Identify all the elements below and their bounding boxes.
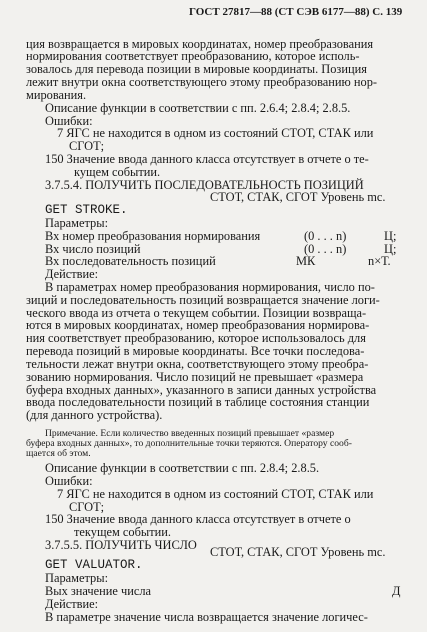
errors-title: Ошибки: [45,113,93,128]
body-line: ввода последовательности позиций в таблице состояния станции [26,395,370,410]
body-line: зованию нормирования. Число позиций не превышает «размера [26,369,364,384]
action-title: Действие: [45,596,99,611]
param-range: (0 . . . n) [304,241,347,256]
function-description: Описание функции в соответствии с пп. 2.8.4; 2.8.5. [45,461,320,476]
errors-title: Ошибки: [45,474,93,488]
body-line: ция возвращается в мировых координатах, номер преобразования [26,36,374,51]
function-call: GET STROKE. [45,203,128,218]
body-line: В параметре значение числа возвращается значение логичес- [45,609,368,624]
body-line: лежит внутри окна соответствующего этому преобразованию нор- [26,75,378,89]
error-item: 7 ЯГС не находится в одном из состояний СТОТ, СТАК или [57,486,374,501]
params-title: Параметры: [45,215,109,230]
body-line: зовалось для перевода позиции в мировые координаты. Позиция [26,62,367,77]
page-header: ГОСТ 27817—88 (СТ СЭВ 6177—88) С. 139 [189,5,403,18]
function-description: Описание функции в соответствии с пп. 2.6.4; 2.8.4; 2.8.5. [45,100,351,115]
param-type: n×Т. [368,254,391,269]
body-line: В параметрах номер преобразования нормирования, число по- [45,280,375,294]
param-label: Вх последовательность позиций [45,254,216,269]
note-line: буфера входных данных», то дополнительные точки теряются. Оператору сооб- [26,438,352,450]
error-item-cont: СГОТ; [69,139,105,154]
param-range: (0 . . . n) [304,228,347,243]
param-type: Д [392,583,401,598]
section-title: 3.7.5.5. ПОЛУЧИТЬ ЧИСЛО [45,538,197,552]
section-states: СТОТ, СТАК, СГОТ Уровень mc. [210,190,386,205]
body-line: тельности лежат внутри окна, соответствующего этому преобра- [26,356,369,371]
param-label: Вх номер преобразования нормирования [45,228,261,243]
body-line: мирования. [26,87,87,102]
body-line: зиций и последовательность позиций возвращается значение логи- [26,292,380,307]
param-label: Вх число позиций [45,241,141,256]
body-line: перевода позиций в мировые координаты. Все точки последова- [26,344,365,358]
error-item-cont: кущем событии. [74,164,161,179]
error-item: 150 Значение ввода данного класса отсутствует в отчете о [45,512,351,527]
section-title: 3.7.5.4. ПОЛУЧИТЬ ПОСЛЕДОВАТЕЛЬНОСТЬ ПОЗИЦИЙ [45,177,364,192]
error-item-cont: СГОТ; [69,499,105,514]
body-line: буфера входных данных», указанного в записи данных устройства [26,382,377,397]
body-line: ния соответствует преобразованию, которое использовалось для [26,331,366,346]
param-type: Ц; [384,241,397,256]
error-item: 150 Значение ввода данного класса отсутствует в отчете о те- [45,151,369,166]
param-label: Вых значение числа [45,583,152,598]
note-line: щается об этом. [26,448,91,460]
param-type: Ц; [384,228,397,243]
body-line: ются в мировых координатах, номер преобразования нормирова- [26,318,370,333]
params-title: Параметры: [45,571,109,586]
param-range: МК [296,254,316,269]
body-line: нормирования соответствует преобразованию, которое исполь- [26,49,360,64]
note-line: Примечание. Если количество введенных позиций превышает «размер [45,428,335,440]
error-item-cont: текущем событии. [74,525,172,540]
section-states: СТОТ, СТАК, СГОТ Уровень mc. [210,545,386,560]
body-line: ческого ввода из отчета о текущем событии. Позиции возвраща- [26,305,367,320]
error-item: 7 ЯГС не находится в одном из состояний СТОТ, СТАК или [57,126,374,141]
action-title: Действие: [45,267,99,282]
body-line: (для данного устройства). [26,408,163,423]
function-call: GET VALUATOR. [45,558,143,573]
